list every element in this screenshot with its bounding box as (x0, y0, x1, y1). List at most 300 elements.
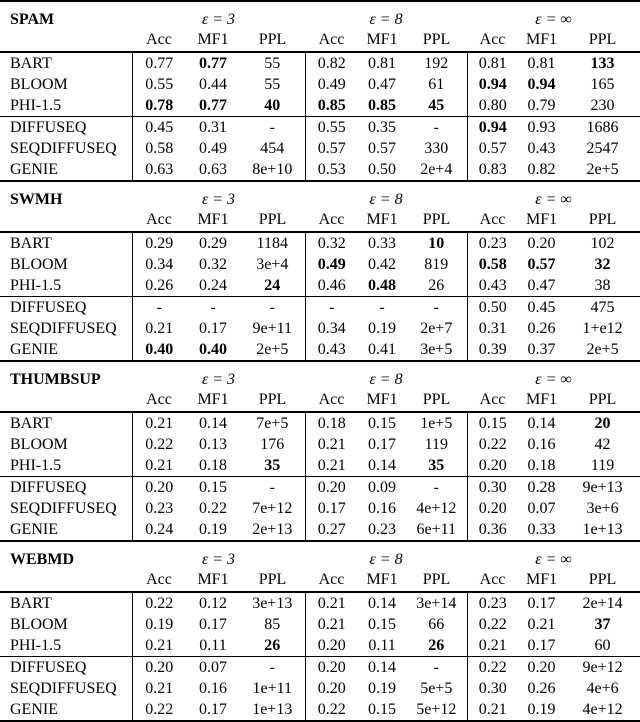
metric-value: 40 (264, 96, 281, 114)
metric-value: 3e+14 (416, 594, 457, 612)
metric-header: PPL (240, 391, 305, 412)
header-spacer (0, 31, 132, 52)
metric-header: Acc (467, 211, 518, 232)
metric-value: 0.15 (368, 414, 397, 432)
metric-header: PPL (406, 571, 467, 592)
metric-value: - (406, 297, 467, 319)
model-name: DIFFUSEQ (0, 477, 132, 499)
metric-value: 0.85 (368, 96, 397, 114)
metric-value: 0.24 (132, 519, 186, 540)
table-row (0, 477, 640, 499)
metric-value: 0.17 (305, 498, 358, 519)
metric-header: MF1 (358, 571, 406, 592)
metric-value: 119 (424, 435, 448, 453)
model-name: PHI-1.5 (10, 96, 62, 114)
metric-value: 2e+5 (586, 340, 619, 358)
model-block (0, 592, 640, 657)
metric-value: 42 (594, 435, 611, 453)
metric-value: 0.77 (199, 54, 227, 72)
metric-value: 1e+5 (420, 414, 453, 432)
metric-header: Acc (132, 571, 186, 592)
metric-header: Acc (467, 571, 518, 592)
metric-value: - (132, 297, 186, 319)
metric-value: 0.20 (305, 477, 358, 499)
results-table-thumbsup (0, 360, 640, 540)
metric-value: 0.21 (132, 412, 186, 434)
metric-value: 0.16 (199, 679, 227, 697)
epsilon-header: ε = 3 (201, 551, 236, 568)
metric-header-row (0, 391, 640, 412)
model-name: SEQDIFFUSEQ (10, 139, 117, 157)
metric-header: Acc (467, 391, 518, 412)
metric-value: 0.45 (518, 297, 565, 319)
metric-value: 0.33 (527, 520, 556, 538)
metric-value: 38 (594, 276, 611, 294)
results-table-swmh (0, 180, 640, 360)
metric-header: MF1 (186, 391, 240, 412)
epsilon-header: ε = ∞ (535, 11, 572, 28)
metric-value: 5e+12 (416, 700, 457, 718)
epsilon-header: ε = 8 (369, 11, 403, 28)
metric-value: 10 (428, 234, 445, 252)
table-row (0, 657, 640, 679)
metric-value: 0.20 (518, 657, 565, 679)
metric-value: 0.18 (305, 412, 358, 434)
metric-value: 0.18 (199, 456, 227, 474)
metric-value: 0.58 (467, 254, 518, 275)
table-row (0, 232, 640, 254)
metric-header: PPL (565, 571, 640, 592)
header-spacer (0, 211, 132, 232)
epsilon-header: ε = 3 (201, 11, 236, 28)
metric-value: 0.15 (368, 700, 397, 718)
metric-value: 0.83 (467, 159, 518, 180)
metric-header-row (0, 211, 640, 232)
metric-value: 0.57 (305, 138, 358, 159)
metric-value: 0.23 (467, 232, 518, 254)
metric-value: 0.44 (199, 75, 227, 93)
metric-value: - (406, 117, 467, 139)
table-row (0, 678, 640, 699)
metric-value: 0.20 (132, 477, 186, 499)
table-header-row (0, 1, 640, 31)
table-row (0, 519, 640, 540)
dataset-title: SPAM (10, 11, 55, 28)
model-name: DIFFUSEQ (0, 117, 132, 139)
epsilon-header: ε = ∞ (535, 551, 572, 568)
metric-value: 9e+13 (565, 477, 640, 499)
metric-value: 0.43 (467, 275, 518, 297)
metric-value: 0.31 (467, 318, 518, 339)
metric-value: 0.20 (467, 498, 518, 519)
metric-value: 0.22 (132, 592, 186, 614)
metric-value: 0.12 (199, 594, 227, 612)
model-name: DIFFUSEQ (0, 657, 132, 679)
metric-value: 66 (428, 615, 445, 633)
model-name: BLOOM (10, 615, 68, 633)
metric-value: 0.21 (467, 635, 518, 657)
table-row (0, 592, 640, 614)
metric-value: 4e+12 (582, 700, 623, 718)
metric-value: 0.23 (368, 520, 397, 538)
metric-value: 0.85 (305, 95, 358, 117)
metric-value: 1e+13 (252, 700, 293, 718)
metric-value: 0.19 (199, 520, 227, 538)
metric-value: 0.11 (368, 636, 396, 654)
metric-value: 0.09 (358, 477, 406, 499)
metric-value: 0.21 (132, 678, 186, 699)
metric-value: - (305, 297, 358, 319)
table-row (0, 297, 640, 319)
metric-value: 3e+6 (586, 499, 619, 517)
metric-value: 0.20 (305, 657, 358, 679)
metric-value: 0.07 (527, 499, 556, 517)
metric-value: 330 (424, 139, 449, 157)
metric-value: 0.40 (132, 339, 186, 360)
metric-header: Acc (305, 31, 358, 52)
metric-value: 0.26 (132, 275, 186, 297)
model-name: SEQDIFFUSEQ (10, 319, 117, 337)
metric-value: - (406, 657, 467, 679)
table-row (0, 699, 640, 721)
metric-value: 0.20 (467, 455, 518, 477)
dataset-title: WEBMD (10, 551, 74, 568)
metric-value: 0.81 (368, 54, 397, 72)
metric-value: 32 (594, 255, 611, 273)
metric-value: 0.37 (527, 340, 556, 358)
metric-header: Acc (305, 391, 358, 412)
metric-value: 0.21 (527, 615, 556, 633)
model-name: BLOOM (10, 255, 68, 273)
metric-value: 2e+13 (252, 520, 293, 538)
table-row (0, 254, 640, 275)
model-name: SEQDIFFUSEQ (10, 499, 117, 517)
metric-value: 0.07 (186, 657, 240, 679)
epsilon-header: ε = 8 (369, 191, 403, 208)
metric-value: 2e+14 (582, 594, 623, 612)
model-block (0, 477, 640, 541)
metric-value: 0.33 (368, 234, 397, 252)
model-name: DIFFUSEQ (0, 297, 132, 319)
metric-value: 0.55 (305, 117, 358, 139)
metric-header: PPL (406, 211, 467, 232)
metric-value: 0.22 (132, 434, 186, 455)
metric-value: 0.81 (527, 54, 556, 72)
metric-header: PPL (406, 31, 467, 52)
metric-value: 0.20 (132, 657, 186, 679)
metric-value: 0.57 (527, 255, 556, 273)
model-name: SEQDIFFUSEQ (10, 679, 117, 697)
results-table-spam (0, 0, 640, 180)
metric-value: 26 (428, 636, 445, 654)
metric-value: 0.14 (358, 657, 406, 679)
metric-value: 0.48 (368, 276, 397, 294)
model-name: GENIE (10, 160, 58, 178)
table-row (0, 318, 640, 339)
model-name: BLOOM (10, 435, 68, 453)
metric-value: 0.82 (527, 160, 556, 178)
model-block (0, 117, 640, 181)
table-row (0, 434, 640, 455)
metric-header: MF1 (518, 211, 565, 232)
model-name: BLOOM (10, 75, 68, 93)
metric-header: Acc (305, 571, 358, 592)
table-row (0, 412, 640, 434)
metric-header: MF1 (186, 31, 240, 52)
metric-value: 0.50 (467, 297, 518, 319)
metric-value: 102 (590, 234, 615, 252)
metric-value: 45 (428, 96, 445, 114)
metric-value: 0.26 (527, 319, 556, 337)
metric-header: PPL (406, 391, 467, 412)
metric-value: - (406, 477, 467, 499)
metric-value: 0.18 (527, 456, 556, 474)
metric-value: - (240, 657, 305, 679)
model-name: BART (10, 414, 52, 432)
metric-value: - (240, 117, 305, 139)
metric-header-row (0, 31, 640, 52)
model-name: BART (10, 234, 52, 252)
metric-value: 0.30 (467, 477, 518, 499)
metric-value: 0.19 (132, 614, 186, 635)
metric-value: 0.53 (305, 159, 358, 180)
metric-value: 0.16 (527, 435, 556, 453)
metric-value: 0.47 (368, 75, 397, 93)
metric-value: 55 (264, 54, 281, 72)
metric-header: MF1 (518, 391, 565, 412)
metric-value: 9e+12 (565, 657, 640, 679)
metric-value: 0.24 (199, 276, 227, 294)
metric-header: PPL (565, 211, 640, 232)
metric-value: 4e+12 (416, 499, 457, 517)
metric-value: 192 (424, 54, 449, 72)
metric-value: 454 (260, 139, 285, 157)
metric-header: PPL (240, 571, 305, 592)
metric-value: 0.21 (305, 455, 358, 477)
metric-value: 0.47 (527, 276, 556, 294)
metric-value: 0.78 (132, 95, 186, 117)
metric-value: 2e+7 (420, 319, 453, 337)
metric-header-row (0, 571, 640, 592)
metric-value: 20 (594, 414, 611, 432)
model-name: GENIE (10, 340, 58, 358)
metric-value: 0.22 (199, 499, 227, 517)
metric-value: 3e+13 (252, 594, 293, 612)
epsilon-header: ε = 3 (201, 191, 236, 208)
model-name: GENIE (10, 520, 58, 538)
metric-header: MF1 (358, 391, 406, 412)
metric-value: 475 (565, 297, 640, 319)
metric-value: 1686 (565, 117, 640, 139)
metric-header: PPL (240, 31, 305, 52)
metric-header: Acc (305, 211, 358, 232)
metric-value: 0.17 (527, 636, 556, 654)
metric-value: 0.23 (132, 498, 186, 519)
metric-value: 2e+5 (256, 340, 289, 358)
model-block (0, 232, 640, 297)
metric-value: 0.17 (368, 435, 397, 453)
epsilon-header: ε = 8 (369, 551, 403, 568)
metric-header: MF1 (358, 211, 406, 232)
metric-value: 0.17 (199, 615, 227, 633)
metric-value: 9e+11 (252, 319, 293, 337)
metric-value: - (240, 477, 305, 499)
metric-value: 0.19 (368, 679, 397, 697)
metric-value: 0.17 (199, 700, 227, 718)
metric-value: - (186, 297, 240, 319)
table-row (0, 498, 640, 519)
table-row (0, 635, 640, 657)
table-header-row (0, 361, 640, 391)
metric-value: 0.17 (527, 594, 556, 612)
metric-value: 1e+13 (582, 520, 623, 538)
table-header-row (0, 181, 640, 211)
metric-value: 0.26 (527, 679, 556, 697)
metric-value: 0.11 (199, 636, 227, 654)
metric-value: 819 (424, 255, 449, 273)
metric-value: 0.16 (368, 499, 397, 517)
table-row (0, 138, 640, 159)
metric-value: - (358, 297, 406, 319)
table-row (0, 117, 640, 139)
metric-value: 6e+11 (416, 520, 457, 538)
model-name: GENIE (10, 700, 58, 718)
model-name: BART (10, 54, 52, 72)
metric-value: 0.82 (305, 52, 358, 74)
metric-value: 0.15 (467, 412, 518, 434)
metric-value: 0.80 (467, 95, 518, 117)
metric-value: 0.21 (305, 614, 358, 635)
metric-value: 0.31 (186, 117, 240, 139)
metric-header: PPL (240, 211, 305, 232)
metric-value: 0.30 (467, 678, 518, 699)
metric-header: MF1 (518, 571, 565, 592)
metric-value: 60 (594, 636, 611, 654)
metric-value: 5e+5 (420, 679, 453, 697)
metric-value: 0.45 (132, 117, 186, 139)
model-name: PHI-1.5 (10, 276, 62, 294)
epsilon-header: ε = ∞ (535, 371, 572, 388)
metric-value: 0.21 (132, 635, 186, 657)
metric-value: 35 (428, 456, 445, 474)
metric-value: 0.58 (132, 138, 186, 159)
table-row (0, 52, 640, 74)
metric-value: 0.79 (527, 96, 556, 114)
metric-value: 1+e12 (582, 319, 623, 337)
metric-value: 7e+5 (256, 414, 289, 432)
metric-header: MF1 (518, 31, 565, 52)
metric-value: 0.22 (132, 699, 186, 721)
metric-value: 0.14 (527, 414, 556, 432)
header-spacer (0, 391, 132, 412)
metric-value: 0.93 (518, 117, 565, 139)
dataset-title: THUMBSUP (10, 371, 101, 388)
metric-header: PPL (565, 31, 640, 52)
metric-value: 0.22 (467, 614, 518, 635)
metric-value: 0.21 (132, 455, 186, 477)
metric-value: 0.29 (199, 234, 227, 252)
model-block (0, 297, 640, 361)
table-row (0, 339, 640, 360)
metric-value: 24 (264, 276, 281, 294)
metric-value: 0.22 (467, 657, 518, 679)
metric-value: 0.57 (467, 138, 518, 159)
metric-value: 0.20 (305, 635, 358, 657)
metric-header: MF1 (186, 571, 240, 592)
table-row (0, 455, 640, 477)
header-spacer (0, 571, 132, 592)
metric-value: 26 (264, 636, 281, 654)
metric-value: 0.29 (132, 232, 186, 254)
metric-header: Acc (132, 31, 186, 52)
metric-value: 0.14 (368, 594, 397, 612)
metric-header: MF1 (186, 211, 240, 232)
model-block (0, 657, 640, 722)
metric-value: 0.42 (368, 255, 397, 273)
metric-value: 0.23 (467, 592, 518, 614)
metric-value: 0.34 (305, 318, 358, 339)
table-row (0, 275, 640, 297)
metric-value: 0.43 (527, 139, 556, 157)
metric-value: 0.22 (467, 434, 518, 455)
metric-value: 35 (264, 456, 281, 474)
metric-value: 8e+10 (252, 160, 293, 178)
metric-value: 0.41 (368, 340, 397, 358)
dataset-title: SWMH (10, 191, 63, 208)
metric-value: 7e+12 (252, 499, 293, 517)
metric-value: 0.50 (368, 160, 397, 178)
metric-value: 55 (264, 75, 281, 93)
metric-value: 26 (428, 276, 445, 294)
metric-value: 0.15 (186, 477, 240, 499)
metric-value: 0.21 (305, 434, 358, 455)
metric-header: Acc (132, 391, 186, 412)
metric-value: 3e+5 (420, 340, 453, 358)
epsilon-header: ε = ∞ (535, 191, 572, 208)
metric-value: 0.19 (527, 700, 556, 718)
metric-value: 133 (590, 54, 615, 72)
metric-value: 0.32 (305, 232, 358, 254)
metric-value: 0.28 (518, 477, 565, 499)
metric-value: 176 (260, 435, 285, 453)
table-row (0, 159, 640, 180)
metric-value: 0.43 (305, 339, 358, 360)
metric-value: 0.77 (199, 96, 227, 114)
metric-value: 1184 (256, 234, 288, 252)
model-block (0, 52, 640, 117)
epsilon-header: ε = 3 (201, 371, 236, 388)
metric-value: 0.20 (305, 678, 358, 699)
model-name: PHI-1.5 (10, 456, 62, 474)
metric-value: 0.94 (527, 75, 556, 93)
model-name: BART (10, 594, 52, 612)
metric-value: 0.27 (305, 519, 358, 540)
metric-value: - (240, 297, 305, 319)
metric-value: 0.21 (305, 592, 358, 614)
metric-value: 2547 (586, 139, 619, 157)
metric-value: 0.22 (305, 699, 358, 721)
metric-value: 0.17 (199, 319, 227, 337)
metric-value: 1e+11 (252, 679, 293, 697)
metric-header: Acc (132, 211, 186, 232)
metric-value: 0.35 (358, 117, 406, 139)
metric-header: PPL (565, 391, 640, 412)
model-name: PHI-1.5 (10, 636, 62, 654)
metric-value: 119 (590, 456, 615, 474)
metric-value: 61 (428, 75, 445, 93)
metric-header: MF1 (358, 31, 406, 52)
metric-value: 0.94 (467, 74, 518, 95)
